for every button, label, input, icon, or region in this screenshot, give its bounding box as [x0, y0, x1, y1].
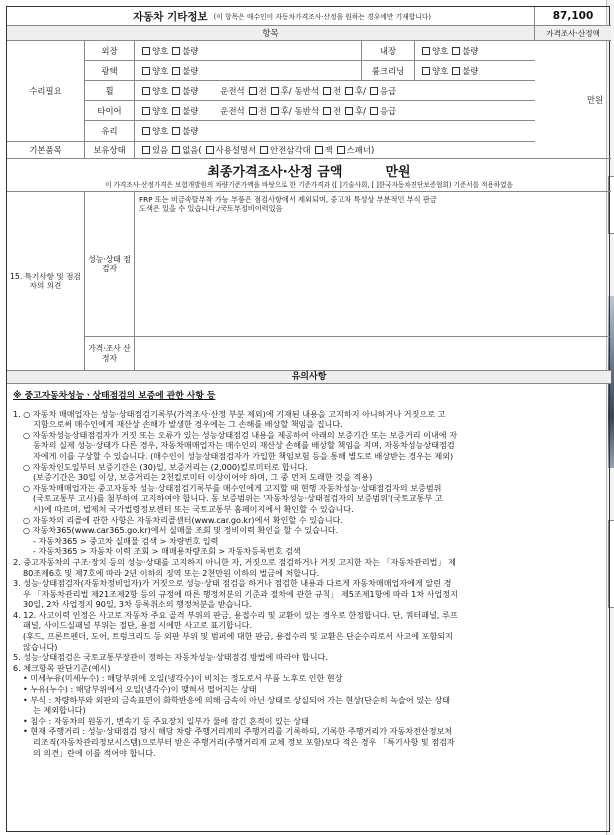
room-cleaning-bad-checkbox[interactable]: [452, 67, 460, 75]
special-label: [7, 192, 85, 371]
emergency-label: 응급: [379, 85, 397, 96]
wheel-passenger-rear-checkbox[interactable]: [345, 87, 353, 95]
front-label: 전: [258, 105, 267, 116]
wheel-bad-checkbox[interactable]: [172, 87, 180, 95]
good-label: 양호: [432, 65, 449, 76]
basic-none-checkbox[interactable]: [172, 146, 180, 154]
tire-passenger-rear-checkbox[interactable]: [345, 107, 353, 115]
gloss-row: [85, 61, 535, 81]
form-title: 자동차 기타정보: [133, 10, 208, 23]
exterior-bad-checkbox[interactable]: [172, 47, 180, 55]
rear-label: 후: [280, 105, 289, 116]
notice-line: 자에게 이를 구상할 수 있습니다. (매수인이 성능상태점검자가 가입한 책임보험 등을 통해 별도로 배상받는 경우는 제외): [33, 450, 454, 461]
basic-items-row: 기본품목 보유상태 있음 없음 ( 사용설명서 안전삼각대 잭 스패너 ): [7, 142, 535, 159]
good-label: 양호: [152, 126, 169, 136]
gloss-good-checkbox[interactable]: [142, 67, 150, 75]
final-price-row: [7, 159, 611, 192]
notice-line: • 누유(누수) : 해당부위에서 오일(냉각수)이 맺혀서 떨어지는 상태: [23, 684, 257, 695]
notice-line: 리조직(자동차관리정보시스템)으로부터 받은 주행거리(주행거리계 교체 정보 포함)보다 적은 경우 「특기사항 및 점검자: [33, 737, 455, 747]
notice-line: 시)에 따르며, 법제처 국가법령정보센터 또는 국토교통부 홈페이지에서 확인할 수 있습니다.: [33, 503, 354, 514]
notice-line: 않습니다): [23, 641, 58, 652]
none-label: 없음: [182, 145, 199, 155]
manual-checkbox[interactable]: [206, 146, 214, 154]
notice-line: 30일, 2차 사업정지 90일, 3차 등록취소의 행정처분을 받습니다.: [23, 599, 252, 610]
notice-line: • 침수 : 자동차의 원동기, 변속기 등 주요장치 일부가 물에 잠긴 흔적이 있는 상태: [23, 715, 309, 726]
gloss-label: 광택: [101, 65, 118, 76]
emergency-label: 응급: [379, 105, 397, 116]
notice-subtitle: ※ 중고자동차성능ㆍ상태점검의 보증에 관한 사항 등: [13, 391, 216, 401]
driver-seat-label: 운전석: [220, 85, 245, 96]
vehicle-info-form: [6, 6, 610, 832]
repair-price-unit: 만원: [586, 94, 603, 105]
rear-label: 후: [355, 85, 364, 96]
notice-line: ○ 자동차성능상태점검자가 거짓 또는 오류가 있는 성능상태점검 내용을 제공하여 아래의 보증기간 또는 보증거리 이내에 자: [23, 429, 458, 440]
notice-line: 패널, 사이드실패널 부위는 절단, 용접 시에만 사고로 표기합니다.: [23, 620, 253, 631]
notice-line: ○ 자동차매매업자는 중고자동차 성능·상태점검기록부를 매수인에게 고지할 때 현행 자동차성능·상태점검자의 보증범위: [23, 482, 442, 493]
notice-line: - 자동차365 > 자동차 이력 조회 > 매매용차량조회 > 자동차등록번호 검색: [33, 546, 301, 557]
notice-line: 4. 12. 사고이력 인정은 사고로 자동차 주요 골격 부위의 판금, 용접수리 및 교환이 있는 경우로 한정합니다. 단, 쿼터패널, 루프: [13, 609, 458, 620]
notice-line: • 부식 : 차량하부와 외판의 금속표면이 화학반응에 의해 금속이 아닌 상태로 상실되어 가는 현상(단순히 녹슬어 있는 상태: [23, 694, 451, 705]
notice-header: [7, 371, 611, 384]
front-label: 전: [332, 85, 342, 96]
notice-line: - 자동차365 > 중고차 실매물 검색 > 차량번호 입력: [33, 535, 219, 546]
front-label: 전: [258, 85, 267, 96]
glass-good-checkbox[interactable]: [142, 127, 150, 135]
notice-line: 우 「자동차관리법 제21조제2항 등의 규정에 따른 행정처분의 기준과 절차에 관한 규칙」 제5조제1항에 따라 1차 사업정지: [23, 588, 458, 599]
header-row: [7, 26, 611, 41]
triangle-label: 안전삼각대: [270, 145, 311, 155]
wheel-label: 휠: [105, 85, 114, 96]
notice-line: (보증기간은 30일 이상, 보증거리는 2천킬로미터 이상이어야 하며, 그 중 먼저 도래한 것을 적용): [33, 472, 373, 483]
repair-price-cell: [535, 41, 611, 159]
tire-row: 타이어 양호 불량 운전석 전 후 / 동반석 전 후 / 응급: [85, 101, 535, 121]
passenger-seat-label: 동반석: [294, 85, 319, 96]
notice-line: (후드, 프론트펜더, 도어, 트렁크리드 등 외판 부위 및 범퍼에 대한 판금, 용접수리 및 교환은 단순수리로서 사고에 포함되지: [23, 631, 453, 642]
perf-text: FRP 또는 비금속탈부착 가능 부품은 점검사항에서 제외되며, 중고차 특성상 부분적인 부식 판금 도색은 있을 수 있습니다./국토부정비이력있음: [139, 195, 437, 213]
exterior-row: [85, 41, 535, 61]
have-label: 있음: [152, 145, 169, 155]
exterior-good-checkbox[interactable]: [142, 47, 150, 55]
wheel-emergency-checkbox[interactable]: [370, 87, 378, 95]
good-label: 양호: [152, 45, 169, 56]
final-price-unit: 만원: [385, 165, 411, 180]
interior-good-checkbox[interactable]: [422, 47, 430, 55]
glass-label: 유리: [101, 126, 118, 136]
wheel-row: 휠 양호 불량 운전석 전 후 / 동반석 전 후 / 응급: [85, 81, 535, 101]
bad-label: 불량: [182, 65, 199, 76]
bad-label: 불량: [182, 45, 199, 56]
tire-label: 타이어: [97, 105, 122, 116]
glass-bad-checkbox[interactable]: [172, 127, 180, 135]
basic-label: 기본품목: [29, 145, 62, 155]
price-label: 가격·조사 산정자: [88, 344, 131, 363]
exterior-label: 외장: [101, 45, 118, 56]
bad-label: 불량: [182, 85, 199, 96]
notice-line: 6. 체크항목 판단기준(예시): [13, 662, 111, 673]
notice-line: • 미세누유(미세누수) : 해당부위에 오일(냉각수)이 비치는 정도로서 부품 노후로 인한 현상: [23, 673, 343, 684]
good-label: 양호: [152, 85, 169, 96]
notice-body: [7, 384, 611, 833]
title-note: (이 항목은 매수인이 자동차가격조사·산정을 원하는 경우에만 기재합니다): [213, 13, 432, 21]
jack-checkbox[interactable]: [315, 146, 323, 154]
driver-seat-label: 운전석: [220, 105, 245, 116]
final-price-note: 이 가격조사·산정가격은 보험개발원의 차량기준가액을 바탕으로 한 기준가격과 ([ ]기술사회, [ ]한국자동차진단보증협회) 기준서를 적용하였음: [105, 181, 513, 189]
bad-label: 불량: [182, 126, 199, 136]
tire-passenger-front-checkbox[interactable]: [323, 107, 331, 115]
jack-label: 잭: [324, 145, 333, 155]
notice-line: ○ 자동차인도일부터 보증기간은 (30)일, 보증거리는 (2,000)킬로미터로 합니다.: [23, 461, 308, 472]
bad-label: 불량: [462, 45, 479, 56]
spanner-checkbox[interactable]: [337, 146, 345, 154]
triangle-checkbox[interactable]: [260, 146, 268, 154]
special-label-text: 15. 특기사항 및 점검자의 의견: [10, 271, 81, 290]
room-cleaning-label: 룸크리닝: [371, 65, 405, 76]
notice-line: • 현재 주행거리 : 성능·상태점검 당시 해당 차량 주행거리계의 주행거리를 기록하되, 기록한 주행거리가 자동차전산정보처: [23, 726, 453, 737]
perf-row: [85, 192, 611, 337]
notice-line: 1. ○ 자동차 매매업자는 성능·상태점검기록부(가격조사·산정 부분 제외)에 기재된 내용을 고지하지 아니하거나 거짓으로 고: [13, 408, 446, 419]
bad-label: 불량: [182, 105, 199, 116]
tire-driver-front-checkbox[interactable]: [249, 107, 257, 115]
front-label: 전: [332, 105, 342, 116]
basic-have-checkbox[interactable]: [142, 146, 150, 154]
total-price: 87,100: [552, 10, 594, 22]
notice-line: 80조제6호 및 제7호에 따라 2년 이하의 징역 또는 2천만원 이하의 벌금에 처합니다.: [23, 567, 320, 578]
wheel-driver-rear-checkbox[interactable]: [271, 87, 279, 95]
passenger-seat-label: 동반석: [294, 105, 319, 116]
room-cleaning-good-checkbox[interactable]: [422, 67, 430, 75]
wheel-passenger-front-checkbox[interactable]: [323, 87, 331, 95]
manual-label: 사용설명서: [215, 145, 257, 155]
glass-row: [85, 121, 535, 142]
spanner-label: 스패너: [346, 145, 371, 155]
notice-line: 의 의견」란에 이를 적어야 합니다.: [33, 747, 156, 758]
notice-line: 지함으로써 매수인에게 재산상 손해가 발생한 경우에는 그 손해를 배상할 책임을 집니다.: [33, 419, 343, 430]
wheel-good-checkbox[interactable]: [142, 87, 150, 95]
gloss-bad-checkbox[interactable]: [172, 67, 180, 75]
notes-list: [13, 409, 603, 759]
tire-driver-rear-checkbox[interactable]: [271, 107, 279, 115]
repair-label: 수리필요: [7, 41, 85, 142]
notice-line: 는 제외합니다): [33, 705, 86, 716]
title-row: [7, 7, 611, 26]
notice-line: ○ 자동차365(www.car365.go.kr)에서 실매물 조회 및 정비이력 확인을 할 수 있습니다.: [23, 525, 339, 536]
notice-line: 3. 성능·상태점검자(자동차정비업자)가 거짓으로 성능·상태 점검을 하거나 점검한 내용과 다르게 자동차매매업자에게 알린 경: [13, 578, 452, 589]
perf-label: 성능·상태 점검자: [88, 254, 131, 273]
interior-label: 내장: [379, 45, 397, 56]
notice-line: (국토교통부 고시)를 첨부하여 고지하여야 합니다. 동 보증범위는 '자동차성능·상태점검자의 보증범위'(국토교통부 고: [33, 493, 443, 504]
wheel-driver-front-checkbox[interactable]: [249, 87, 257, 95]
notice-line: 5. 성능·상태점검은 국토교통부장관이 정하는 자동차성능·상태점검 방법에 따라야 합니다.: [13, 652, 328, 663]
final-price-title: 최종가격조사·산정 금액: [207, 165, 343, 180]
notice-line: 2. 중고자동차의 구조·장치 등의 성능·상태를 고지하지 아니한 자, 거짓으로 점검하거나 거짓 고지한 자는 「자동차관리법」 제: [13, 556, 456, 567]
interior-bad-checkbox[interactable]: [452, 47, 460, 55]
price-row: [85, 337, 611, 371]
tire-emergency-checkbox[interactable]: [370, 107, 378, 115]
possession-label: 보유상태: [93, 145, 126, 155]
rear-label: 후: [355, 105, 364, 116]
bad-label: 불량: [462, 65, 479, 76]
good-label: 양호: [432, 45, 449, 56]
price-header: 가격조사·산정액: [546, 28, 600, 38]
notice-title: 유의사항: [291, 372, 327, 382]
rear-label: 후: [280, 85, 289, 96]
good-label: 양호: [152, 65, 169, 76]
tire-good-checkbox[interactable]: [142, 107, 150, 115]
notice-line: 동차의 실제 성능·상태가 다른 경우, 자동차매매업자는 매수인의 재산상 손해를 배상할 책임을 지며, 자동차성능상태점검: [33, 440, 455, 451]
notice-line: ○ 자동차의 리콜에 관한 사항은 자동차리콜센터(www.car.go.kr)에서 확인할 수 있습니다.: [23, 514, 344, 525]
item-header: 항목: [262, 28, 279, 38]
tire-bad-checkbox[interactable]: [172, 107, 180, 115]
good-label: 양호: [152, 105, 169, 116]
